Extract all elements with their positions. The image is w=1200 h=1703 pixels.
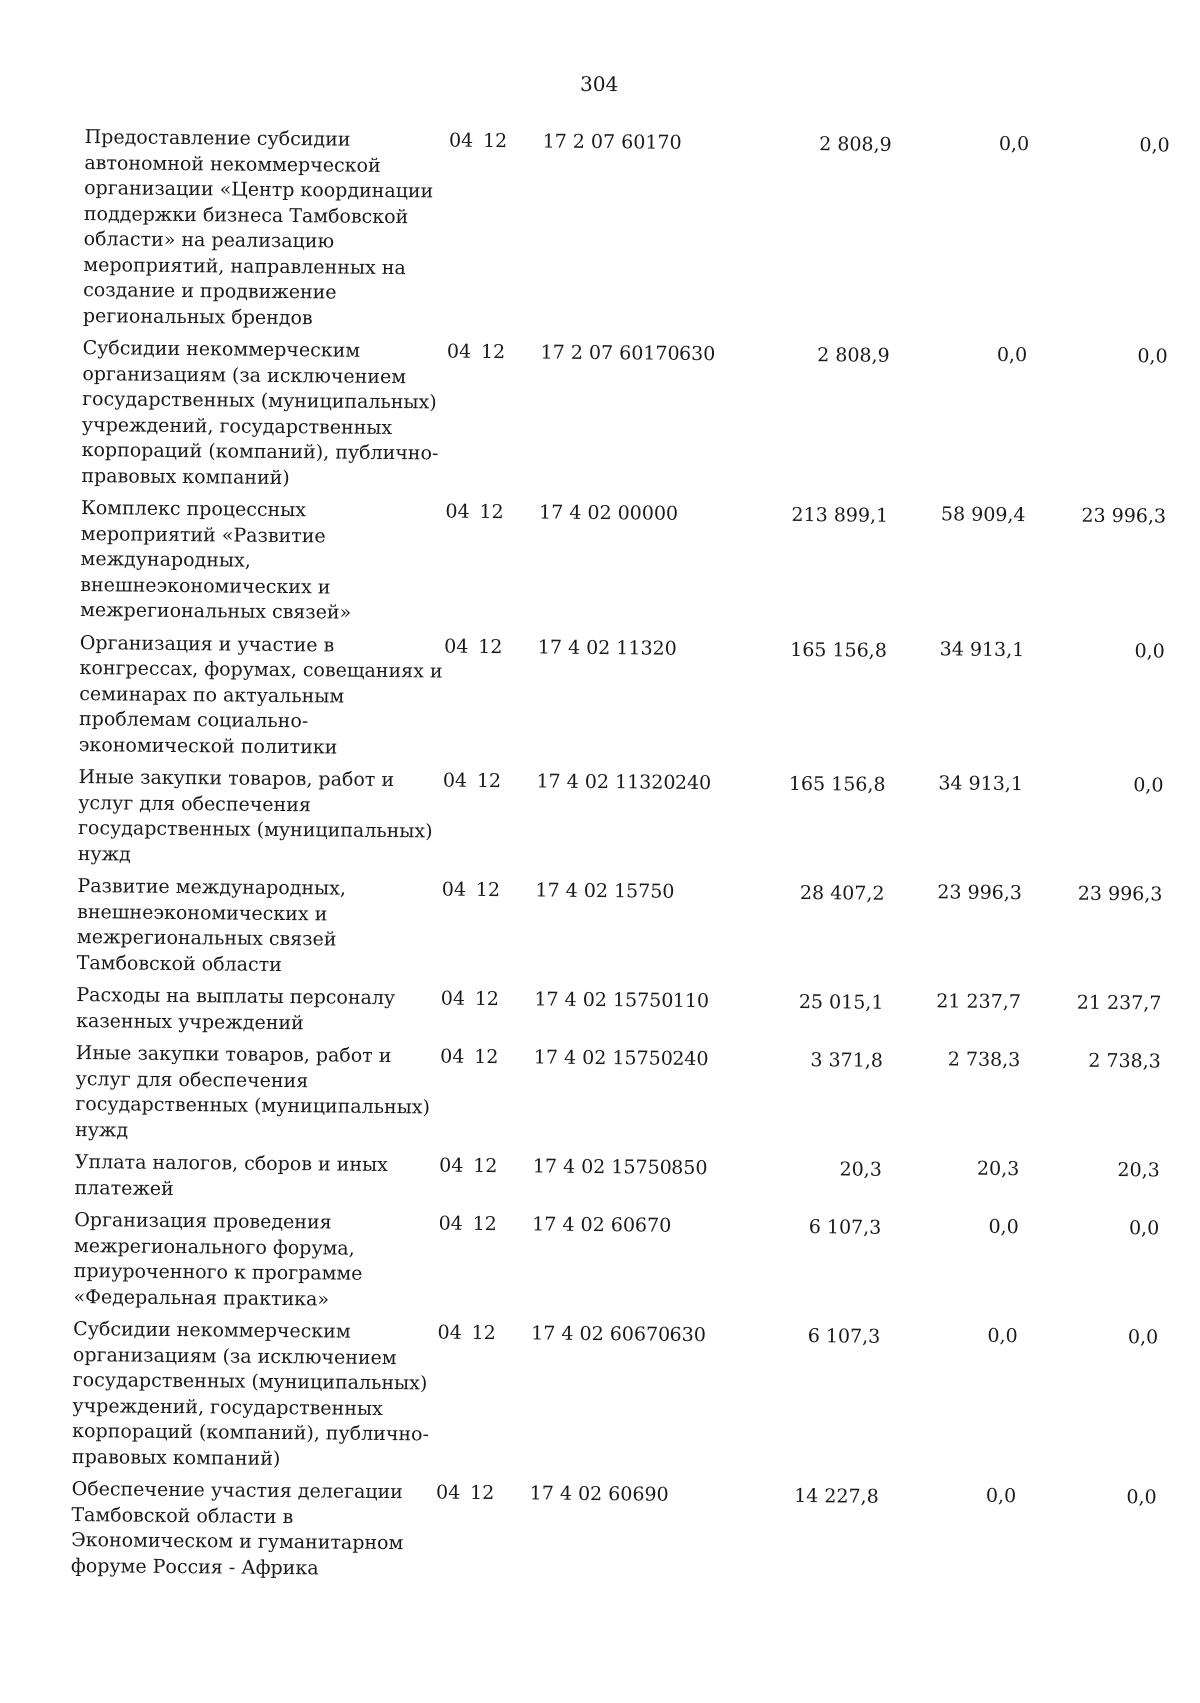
expense-type-code: 850 xyxy=(671,1156,708,1180)
expense-name: Субсидии некоммерческим организациям (за исключением государственных (муниципальных) учреждений, государственных корпораций (компаний), публично-правовых компаний) xyxy=(71,1318,430,1470)
amount-year-1: 2 808,9 xyxy=(819,133,892,156)
target-article-code: 17 4 02 11320 xyxy=(537,635,677,660)
amount-year-3: 21 237,7 xyxy=(1076,991,1162,1015)
subsection: 12 xyxy=(479,500,504,524)
amount-year-2: 0,0 xyxy=(985,1484,1017,1508)
expense-type-code: 630 xyxy=(678,342,716,366)
section-code xyxy=(439,1154,533,1213)
expense-type-code xyxy=(667,1483,725,1593)
expense-name: Комплекс процессных мероприятий «Развитие международных, внешнеэкономических и межрегиональных связей» xyxy=(80,497,352,624)
section: 04 xyxy=(440,1045,465,1068)
section: 04 xyxy=(448,129,474,152)
amount-year-2: 20,3 xyxy=(976,1157,1020,1181)
target-article-code: 17 4 02 15750 xyxy=(534,988,674,1012)
section: 04 xyxy=(437,1321,462,1344)
section-code xyxy=(447,129,543,341)
subsection: 12 xyxy=(471,1321,496,1345)
table-row xyxy=(74,1150,1160,1218)
amount-year-3: 0,0 xyxy=(1134,639,1165,662)
expense-name: Расходы на выплаты персоналу казенных учреждений xyxy=(76,984,396,1034)
section: 04 xyxy=(446,340,472,363)
section: 04 xyxy=(444,635,469,658)
amount-year-3: 23 996,3 xyxy=(1081,504,1167,528)
target-article-code: 17 4 02 60670 xyxy=(531,1322,671,1346)
amount-year-1: 25 015,1 xyxy=(798,990,884,1014)
amount-year-2: 21 237,7 xyxy=(936,990,1021,1014)
subsection: 12 xyxy=(476,769,502,793)
table-row xyxy=(83,125,1170,346)
expense-type-code xyxy=(679,131,738,343)
table-row xyxy=(81,336,1167,506)
amount-year-2: 34 913,1 xyxy=(939,637,1025,661)
amount-year-3: 23 996,3 xyxy=(1077,882,1163,906)
section-code xyxy=(439,1045,534,1155)
expense-name: Иные закупки товаров, работ и услуг для обеспечения государственных (муниципальных) нужд xyxy=(77,766,433,866)
section: 04 xyxy=(438,1212,463,1235)
amount-year-2: 23 996,3 xyxy=(937,881,1023,905)
target-article-code: 17 4 02 11320 xyxy=(536,770,676,794)
amount-year-2: 2 738,3 xyxy=(947,1048,1021,1072)
amount-year-1: 2 808,9 xyxy=(817,344,890,367)
section-code xyxy=(440,987,534,1046)
expense-name: Организация и участие в конгрессах, форумах, совещаниях и семинарах по актуальным проблемам социально-экономической политики xyxy=(78,631,443,759)
amount-year-2: 0,0 xyxy=(996,343,1028,367)
subsection: 12 xyxy=(475,878,501,902)
section-code xyxy=(443,634,538,769)
table-row xyxy=(80,496,1166,641)
budget-table xyxy=(71,125,1170,1596)
amount-year-1: 28 407,2 xyxy=(799,881,885,905)
amount-year-1: 14 227,8 xyxy=(794,1484,879,1508)
subsection: 12 xyxy=(474,1045,499,1069)
expense-type-code: 240 xyxy=(672,1047,709,1071)
amount-year-1: 20,3 xyxy=(839,1158,882,1181)
section-code xyxy=(438,1212,533,1322)
amount-year-1: 6 107,3 xyxy=(807,1325,881,1348)
amount-year-3: 0,0 xyxy=(1127,1326,1159,1349)
amount-year-3: 20,3 xyxy=(1117,1159,1160,1182)
table-row xyxy=(79,631,1165,776)
amount-year-3: 0,0 xyxy=(1126,1486,1157,1509)
table-row xyxy=(77,874,1163,993)
table-row xyxy=(73,1208,1159,1327)
expense-type-code xyxy=(670,1214,728,1324)
amount-year-3: 0,0 xyxy=(1139,134,1170,157)
expense-name: Субсидии некоммерческим организациям (за исключением государственных (муниципальных) учреждений, государственных корпораций (компаний), публично-правовых компаний) xyxy=(81,337,439,489)
amount-year-2: 34 913,1 xyxy=(938,772,1024,796)
target-article-code: 17 4 02 60690 xyxy=(529,1482,669,1506)
amount-year-3: 0,0 xyxy=(1128,1217,1160,1240)
table-row xyxy=(76,983,1162,1051)
expense-type-code: 240 xyxy=(674,771,712,795)
target-article-code: 17 2 07 60170 xyxy=(542,130,682,154)
target-article-code: 17 4 02 15750 xyxy=(535,879,675,903)
table-row xyxy=(71,1477,1157,1596)
subsection: 12 xyxy=(469,1481,495,1505)
section-code xyxy=(446,340,541,501)
amount-year-3: 0,0 xyxy=(1137,345,1168,368)
amount-year-2: 58 909,4 xyxy=(940,503,1026,527)
amount-year-3: 0,0 xyxy=(1133,774,1164,797)
expense-type-code xyxy=(673,880,731,990)
expense-type-code xyxy=(676,502,734,637)
amount-year-1: 165 156,8 xyxy=(790,638,887,662)
amount-year-3: 2 738,3 xyxy=(1088,1049,1161,1073)
expense-type-code xyxy=(675,636,733,771)
expense-name: Развитие международных, внешнеэкономических и межрегиональных связей Тамбовской области xyxy=(76,875,347,976)
expense-type-code: 110 xyxy=(672,989,710,1013)
subsection: 12 xyxy=(478,635,503,658)
subsection: 12 xyxy=(482,129,508,153)
subsection: 12 xyxy=(480,340,506,364)
section-code xyxy=(441,878,536,988)
target-article-code: 17 4 02 15750 xyxy=(533,1046,673,1070)
subsection: 12 xyxy=(473,1154,498,1178)
section: 04 xyxy=(441,878,467,901)
section: 04 xyxy=(439,1154,464,1177)
section-code xyxy=(444,500,539,635)
target-article-code: 17 4 02 15750 xyxy=(532,1155,672,1179)
amount-year-1: 6 107,3 xyxy=(808,1216,882,1239)
expense-name: Предоставление субсидии автономной некоммерческой организации «Центр координации поддержки бизнеса Тамбовской области» на реализацию мероприятий, направленных на создание и продвижение региональных брендов xyxy=(82,126,434,329)
section-code xyxy=(442,769,537,879)
expense-name: Организация проведения межрегионального форума, приуроченного к программе «Федеральная практика» xyxy=(73,1209,363,1310)
target-article-code: 17 4 02 60670 xyxy=(532,1213,672,1237)
target-article-code: 17 4 02 00000 xyxy=(538,501,679,525)
page-number: 304 xyxy=(579,71,619,97)
target-article-code: 17 2 07 60170 xyxy=(540,341,680,365)
amount-year-2: 0,0 xyxy=(987,1324,1018,1348)
amount-year-1: 3 371,8 xyxy=(810,1049,884,1072)
section: 04 xyxy=(445,500,470,523)
expense-name: Уплата налогов, сборов и иных платежей xyxy=(74,1151,388,1200)
section-code xyxy=(435,1480,530,1590)
amount-year-1: 165 156,8 xyxy=(788,772,886,796)
amount-year-2: 0,0 xyxy=(998,132,1030,156)
subsection: 12 xyxy=(472,1212,497,1236)
expense-name: Иные закупки товаров, работ и услуг для обеспечения государственных (муниципальных) нужд xyxy=(75,1042,431,1142)
budget-table-body xyxy=(71,125,1170,1596)
amount-year-2: 0,0 xyxy=(988,1215,1019,1239)
expense-name: Обеспечение участия делегации Тамбовской области в Экономическом и гуманитарном форуме Россия - Африка xyxy=(70,1477,404,1579)
subsection: 12 xyxy=(474,987,500,1011)
table-row xyxy=(72,1317,1158,1487)
expense-type-code: 630 xyxy=(669,1323,706,1347)
section: 04 xyxy=(440,987,466,1010)
section: 04 xyxy=(442,769,468,792)
section-code xyxy=(436,1321,531,1482)
table-row xyxy=(75,1041,1161,1160)
amount-year-1: 213 899,1 xyxy=(791,503,889,527)
section: 04 xyxy=(435,1481,461,1504)
table-row xyxy=(78,765,1164,884)
